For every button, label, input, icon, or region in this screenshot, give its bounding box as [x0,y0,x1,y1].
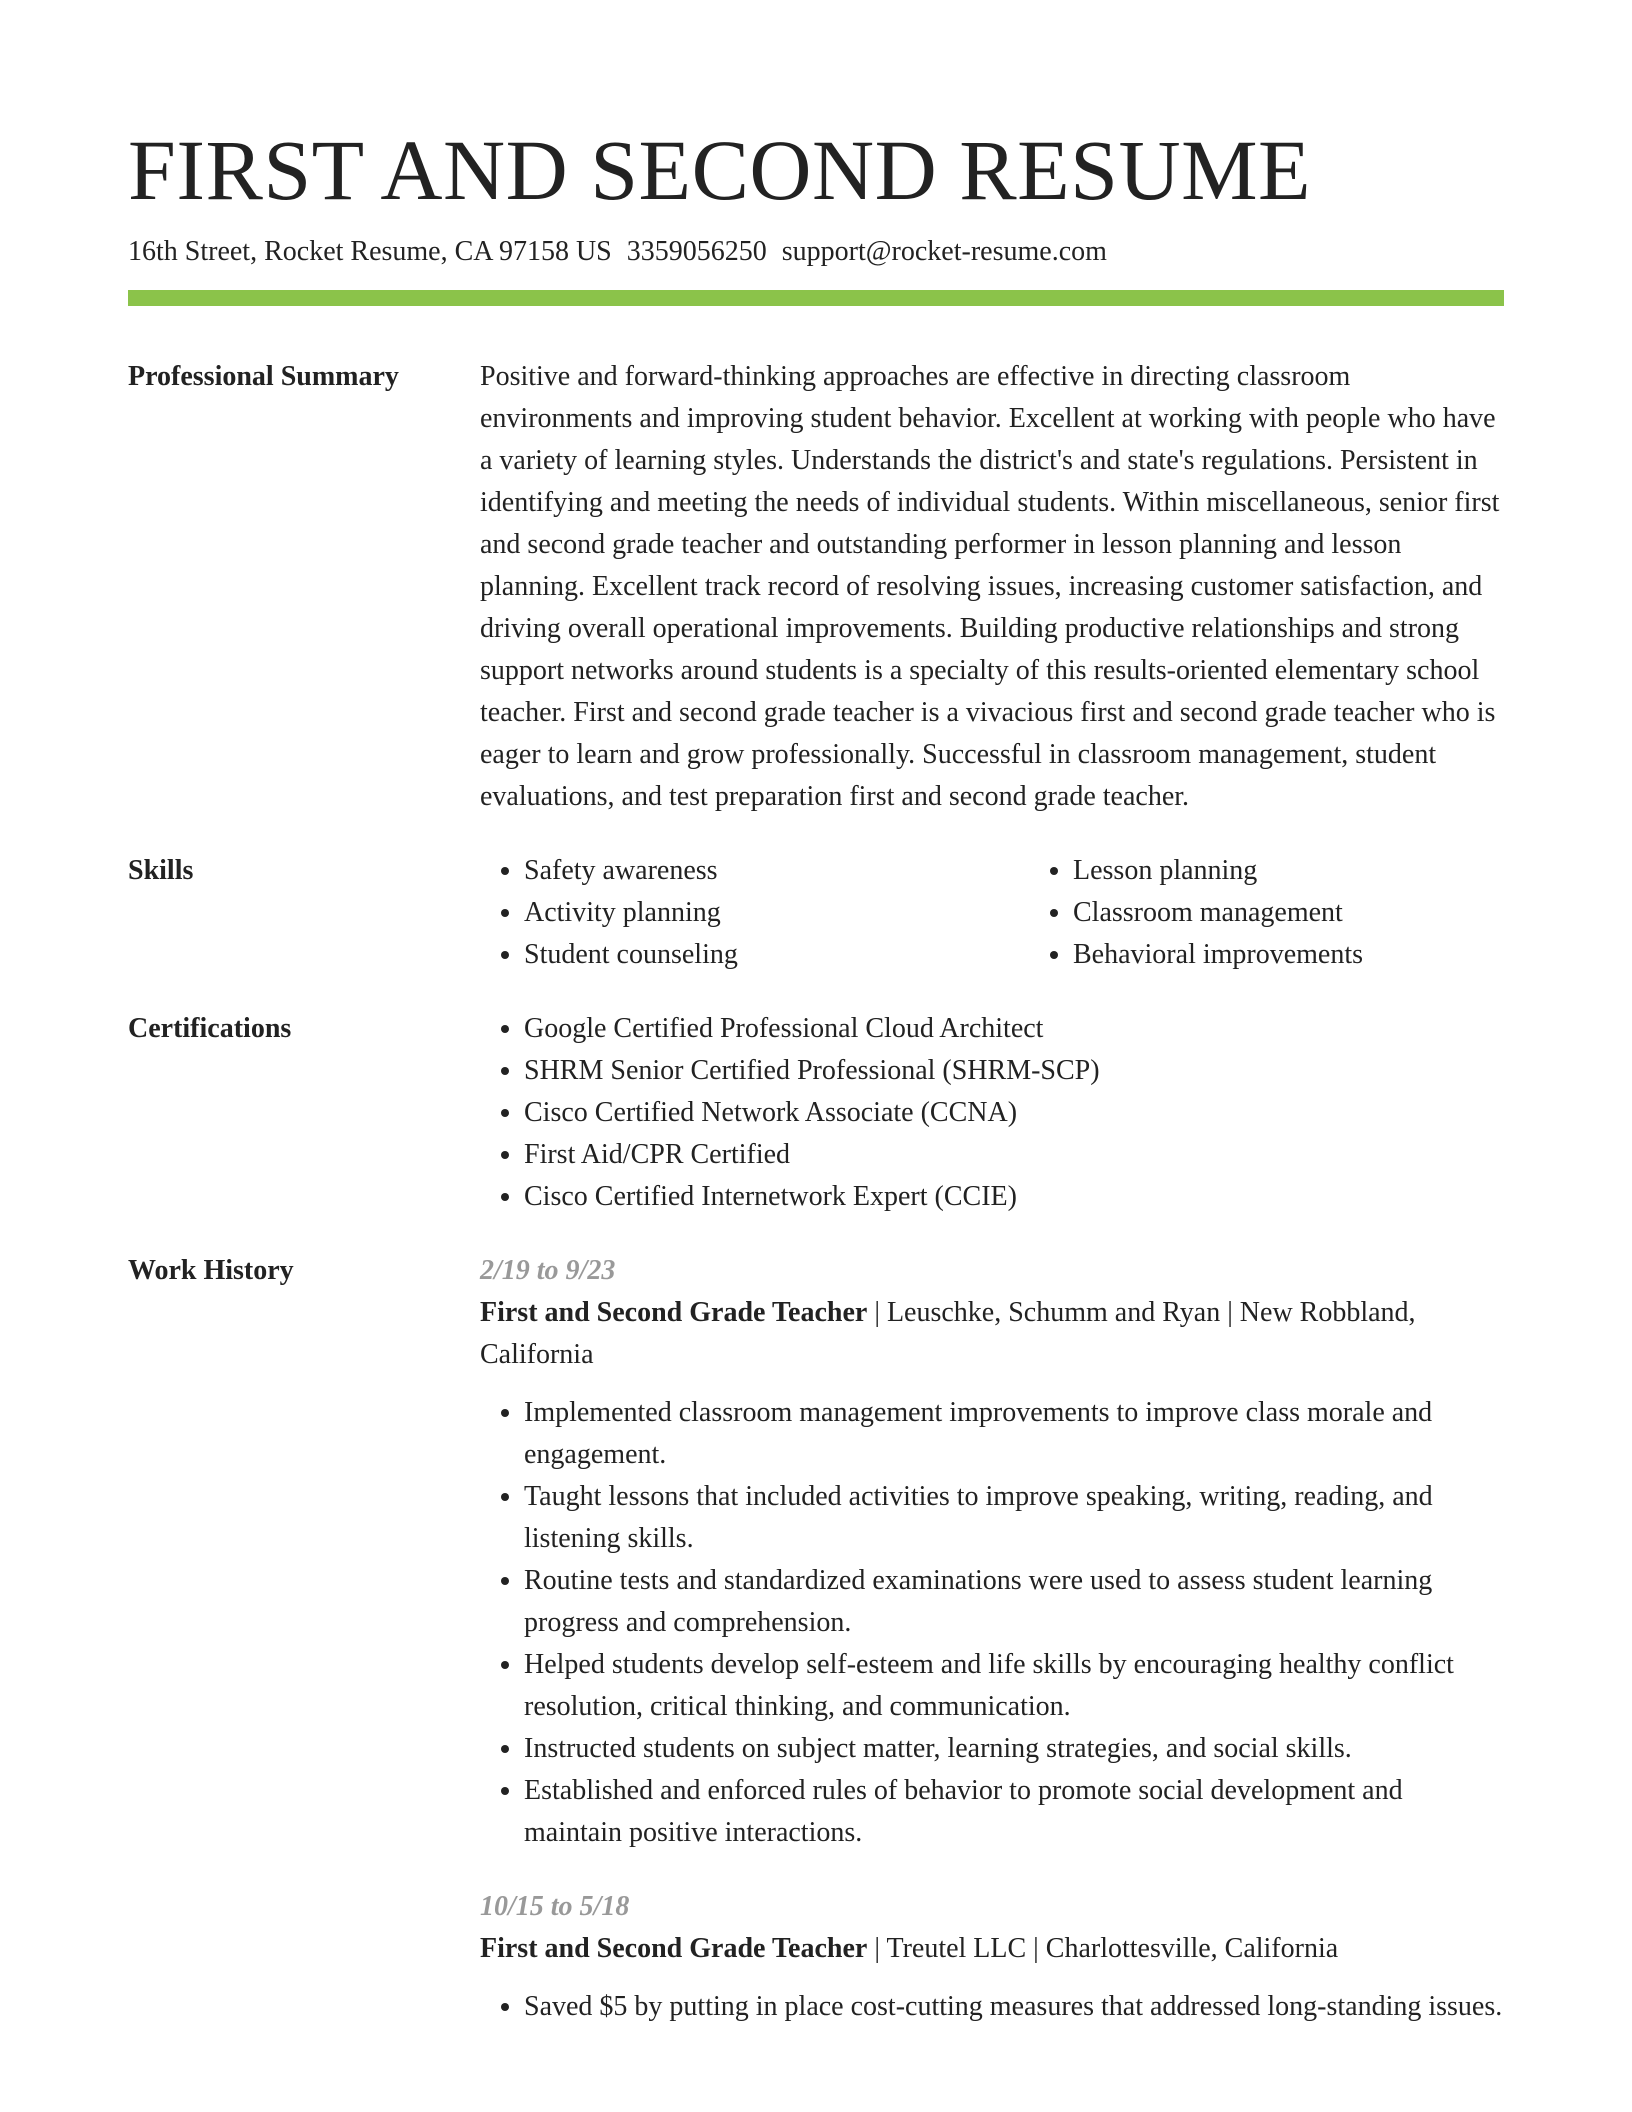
resume-name: FIRST AND SECOND RESUME [128,122,1312,218]
summary-text: Positive and forward-thinking approaches are effective in directing classroom environments and improving student behavior. Excellent at working with people who have a variety of learning styles. Understands the district's and state's regulations. Persistent in identifying and meeting the needs of individual students. Within miscellaneous, senior first and second grade teacher and outstanding performer in lesson planning and lesson planning. Excellent track record of resolving issues, increasing customer satisfaction, and driving overall operational improvements. Building productive relationships and strong support networks around students is a specialty of this results-oriented elementary school teacher. First and second grade teacher is a vivacious first and second grade teacher who is eager to learn and grow professionally. Successful in classroom management, student evaluations, and test preparation first and second grade teacher. [480,361,1500,812]
header-divider [128,290,1504,306]
certification-item: • Cisco Certified Internetwork Expert (CCIE) [524,1176,1504,1218]
job-heading [480,1928,1504,1970]
contact-email: support@rocket-resume.com [781,236,1107,267]
skills-grid [480,850,1578,976]
section-professional-summary [128,356,1504,818]
section-skills [128,850,1504,976]
job-heading [480,1292,1504,1376]
section-label-certifications: Certifications [128,1013,292,1044]
certification-item: • First Aid/CPR Certified [524,1134,1504,1176]
job-dates: 10/15 to 5/18 [480,1891,630,1922]
certifications-list [480,1008,1504,1218]
section-label-work-history: Work History [128,1255,294,1286]
job-company-location: | Treutel LLC | Charlottesville, California [867,1933,1339,1964]
skill-item: • Behavioral improvements [1073,934,1578,976]
skill-item: • Activity planning [524,892,1029,934]
contact-line [128,232,1504,272]
summary-body [480,356,1504,818]
section-label-skills: Skills [128,855,194,886]
certification-item: • SHRM Senior Certified Professional (SHRM-SCP) [524,1050,1504,1092]
work-history-body [480,1250,1504,2028]
certifications-body [480,1008,1504,1218]
skill-item: • Safety awareness [524,850,1029,892]
job-entry [480,1250,1504,1854]
skill-item: • Lesson planning [1073,850,1578,892]
skill-item: • Student counseling [524,934,1029,976]
job-title: First and Second Grade Teacher [480,1297,868,1328]
job-bullet: • Saved $5 by putting in place cost-cutting measures that addressed long-standing issues. [524,1986,1504,2028]
job-title: First and Second Grade Teacher [480,1933,868,1964]
section-certifications [128,1008,1504,1218]
job-bullets [480,1986,1504,2028]
job-bullet: • Implemented classroom management improvements to improve class morale and engagement. [524,1392,1504,1476]
contact-phone: 3359056250 [626,236,767,267]
job-bullet: • Instructed students on subject matter, learning strategies, and social skills. [524,1728,1504,1770]
skills-column-left [480,850,1029,976]
job-dates: 2/19 to 9/23 [480,1255,616,1286]
contact-address: 16th Street, Rocket Resume, CA 97158 US [128,236,612,267]
job-entry [480,1886,1504,2028]
section-label-summary: Professional Summary [128,361,399,392]
job-bullets [480,1392,1504,1854]
job-bullet: • Taught lessons that included activities to improve speaking, writing, reading, and listening skills. [524,1476,1504,1560]
job-bullet: • Helped students develop self-esteem and life skills by encouraging healthy conflict resolution, critical thinking, and communication. [524,1644,1504,1728]
certification-item: • Cisco Certified Network Associate (CCNA) [524,1092,1504,1134]
job-company-location: | Leuschke, Schumm and Ryan | New Robbland, California [480,1297,1416,1370]
job-bullet: • Routine tests and standardized examinations were used to assess student learning progress and comprehension. [524,1560,1504,1644]
skills-column-right [1029,850,1578,976]
section-work-history [128,1250,1504,2028]
certification-item: • Google Certified Professional Cloud Architect [524,1008,1504,1050]
skill-item: • Classroom management [1073,892,1578,934]
job-bullet: • Established and enforced rules of behavior to promote social development and maintain positive interactions. [524,1770,1504,1854]
